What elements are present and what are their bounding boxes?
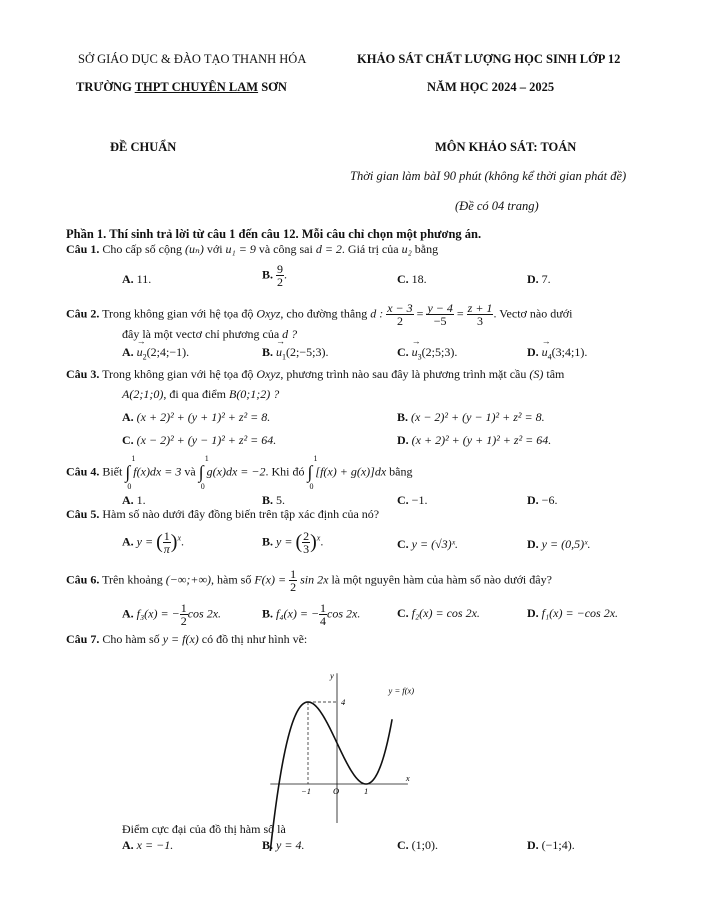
x-axis-label: x [405,773,410,783]
question-2: Câu 2. Trong không gian với hệ tọa độ Oxyz, cho đường thẳng d : $\frac{x - 3}{2}$ = $\frac{y - 4}{-5}$ = $\frac{z + 1}{3}$ . Vectơ nào dưới [66,301,573,328]
integral-sign: ∫ 1 0 [125,454,136,491]
y-axis-label: y [330,670,334,681]
q4-option-b[interactable]: B. 5. [262,493,286,507]
curve-line [270,702,392,851]
tick-label-neg1: −1 [301,786,311,796]
q2-option-b[interactable]: B. → $u_1(2;-5;3)$. [262,345,328,361]
q4-option-a[interactable]: A. 1. [122,493,146,507]
q6-option-d[interactable]: D. f₁(x) = −cos 2x. [527,606,619,620]
q2-option-d[interactable]: D. → $u_4(3;4;1)$. [527,345,587,361]
tick-label-4: 4 [341,697,346,707]
q3-option-c[interactable]: C. (x − 2)² + (y − 1)² + z² = 64. [122,433,277,447]
dept-name: SỞ GIÁO DỤC & ĐÀO TẠO THANH HÓA [78,52,307,66]
page-count: (Đề có 04 trang) [455,199,539,213]
q5-option-d[interactable]: D. y = (0,5)ˣ. [527,537,591,551]
q6-option-c[interactable]: C. f₂(x) = cos 2x. [397,606,480,620]
q5-option-a[interactable]: A. y = ( $\frac{1}{\pi}$ )$^x$. [122,529,185,556]
part1-title: Phần 1. Thí sinh trả lời từ câu 1 đến câu 12. Mỗi câu chỉ chọn một phương án. [66,227,482,241]
q4-option-d[interactable]: D. −6. [527,493,558,507]
q3-option-b[interactable]: B. (x − 2)² + (y − 1)² + z² = 8. [397,410,545,424]
q1-option-d[interactable]: D. 7. [527,272,551,286]
time-limit: Thời gian làm bàI 90 phút (không kể thời gian phát đề) [350,169,627,183]
q2-option-a[interactable]: A. → $u_2(2;4;-1)$. [122,345,189,361]
q5-option-c[interactable]: C. y = (√3)ˣ. [397,537,459,551]
question-7: Câu 7. Cho hàm số y = f(x) có đồ thị như hình vẽ: [66,632,308,646]
exam-title: KHẢO SÁT CHẤT LƯỢNG HỌC SINH LỚP 12 [357,52,621,66]
tick-label-1: 1 [364,786,369,796]
question-6: Câu 6. Trên khoảng (−∞;+∞), hàm số F(x) = $\frac{1}{2}$ sin 2x là một nguyên hàm của hàm số nào dưới đây? [66,567,552,594]
q6-option-a[interactable]: A. f₃(x) = − $\frac{1}{2}$ cos 2x. [122,601,222,628]
origin-label: O [333,786,340,796]
question-2-line2: đây là một vectơ chỉ phương của d ? [122,327,298,341]
curve-label: y = f(x) [388,685,415,696]
q1-option-c[interactable]: C. 18. [397,272,427,286]
q4-option-c[interactable]: C. −1. [397,493,428,507]
paper-type: ĐỀ CHUẨN [110,140,177,154]
question-3: Câu 3. Trong không gian với hệ tọa độ Oxyz, phương trình nào sau đây là phương trình mặt cầu (S) tâm [66,367,565,381]
q1-option-a[interactable]: A. 11. [122,272,152,286]
question-1: Câu 1. Cho cấp số cộng (uₙ) với u₁ = 9 và công sai d = 2. Giá trị của u₂ bằng [66,242,439,256]
q7-option-b[interactable]: B. y = 4. [262,838,305,852]
q1-option-b[interactable]: B. $\frac{9}{2}$ . [262,262,288,289]
q2-option-c[interactable]: C. → $u_3(2;5;3)$. [397,345,457,361]
q7-option-a[interactable]: A. x = −1. [122,838,174,852]
integral-sign: ∫ 1 0 [198,454,209,491]
q7-option-d[interactable]: D. (−1;4). [527,838,575,852]
q3-option-d[interactable]: D. (x + 2)² + (y + 1)² + z² = 64. [397,433,552,447]
question-5: Câu 5. Hàm số nào dưới đây đồng biến trên tập xác định của nó? [66,507,380,521]
q3-option-a[interactable]: A. (x + 2)² + (y + 1)² + z² = 8. [122,410,271,424]
integral-sign: ∫ 1 0 [307,454,318,491]
question-3-line2: A(2;1;0), đi qua điểm B(0;1;2) ? [122,387,280,401]
school-name: TRƯỜNG THPT CHUYÊN LAM SƠN [76,80,287,94]
question-4: Câu 4. Biết ∫ 1 0 f(x)dx = 3 và ∫ 1 0 g(x)dx = −2. Khi đó ∫ 1 0 [f(x) + g(x)]dx bằng [66,454,413,491]
school-year: NĂM HỌC 2024 – 2025 [427,80,555,94]
subject: MÔN KHẢO SÁT: TOÁN [435,140,577,154]
question-7-prompt: Điểm cực đại của đồ thị hàm số là [122,822,286,836]
q7-option-c[interactable]: C. (1;0). [397,838,438,852]
q6-option-b[interactable]: B. f₄(x) = − $\frac{1}{4}$ cos 2x. [262,601,361,628]
q5-option-b[interactable]: B. y = ( $\frac{2}{3}$ )$^x$. [262,529,324,556]
